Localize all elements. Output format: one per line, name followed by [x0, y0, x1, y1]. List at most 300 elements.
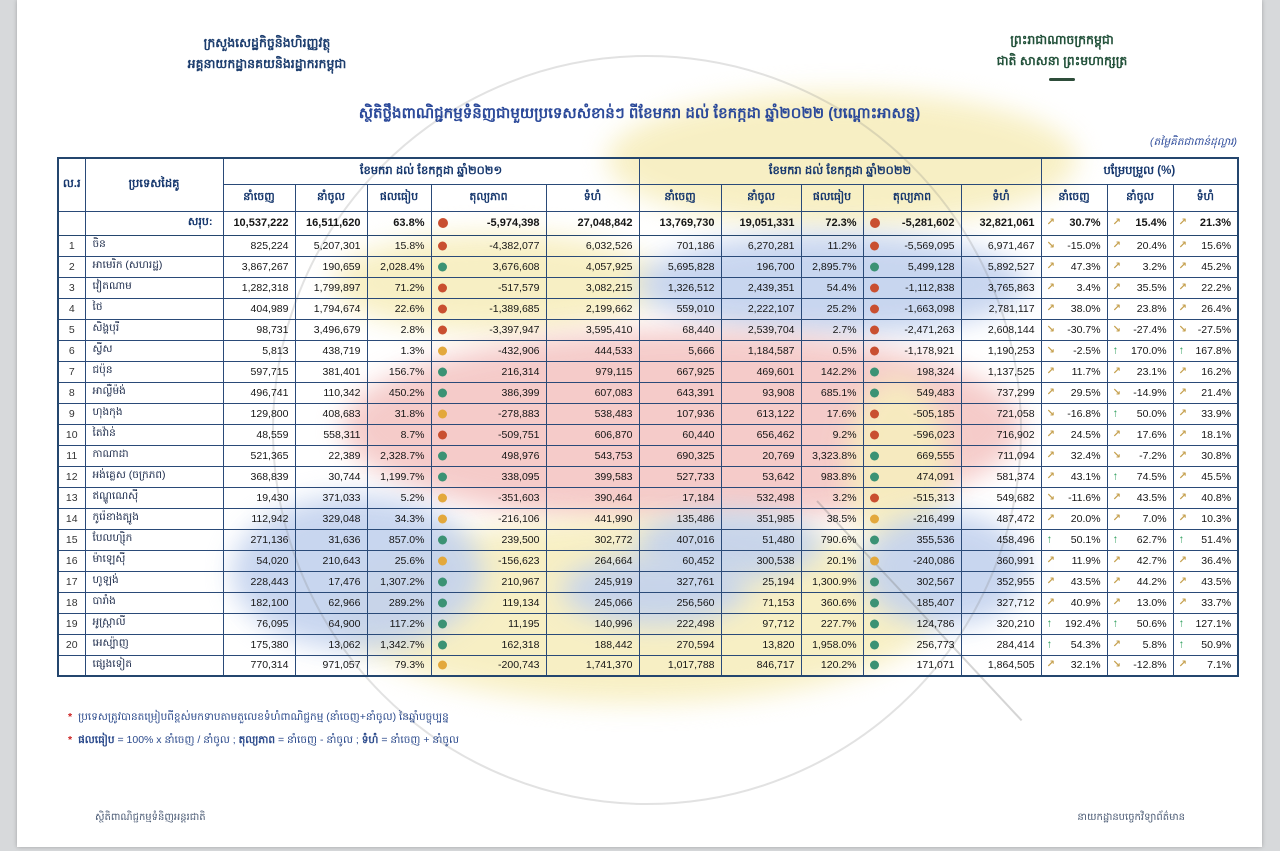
cell-change-volume: [1173, 403, 1238, 424]
cell-export-2022: 135,486: [639, 508, 721, 529]
table-row: [58, 487, 1238, 508]
status-dot-yellow: [438, 556, 447, 565]
cell-export-2022: 643,391: [639, 382, 721, 403]
trend-up-icon: ↑: [1112, 344, 1119, 356]
cell-balance-2021: [431, 613, 546, 634]
status-dot-green: [438, 367, 447, 376]
cell-import-2022: 2,539,704: [721, 319, 801, 340]
cell-balance-2021: [431, 340, 546, 361]
cell-change-volume: [1173, 340, 1238, 361]
table-row: [58, 298, 1238, 319]
cell-export-2021: 496,741: [223, 382, 295, 403]
trend-up-icon: ↗: [1178, 575, 1187, 587]
cell-volume-2022: 581,374: [961, 466, 1041, 487]
cell-ratio-2021: 2.8%: [367, 319, 431, 340]
trend-up-icon: ↑: [1046, 638, 1053, 650]
unit-note: (តម្លៃគិតជាពាន់ដុល្លារ): [1150, 136, 1237, 148]
table-row: [58, 550, 1238, 571]
change-value: 170.0%: [1130, 344, 1167, 357]
cell-ratio-2022: 9.2%: [801, 424, 863, 445]
cell-ratio-2022: 54.4%: [801, 277, 863, 298]
cell-row-number: 1: [58, 235, 85, 256]
change-value: 29.5%: [1070, 386, 1101, 399]
cell-balance-2021: [431, 424, 546, 445]
cell-change-import: [1107, 655, 1173, 676]
table-row: [58, 445, 1238, 466]
cell-export-2022: 270,594: [639, 634, 721, 655]
status-dot-red: [870, 346, 879, 355]
balance-value: -505,185: [913, 407, 955, 420]
balance-value: 498,976: [501, 449, 540, 462]
cell-change-export: [1041, 382, 1107, 403]
cell-country-name: ជប៉ុន: [85, 361, 223, 382]
change-value: 40.9%: [1070, 596, 1101, 609]
balance-value: 216,314: [501, 365, 540, 378]
cell-volume-2021: 444,533: [546, 340, 639, 361]
cell-import-2022: 53,642: [721, 466, 801, 487]
cell-country-name: បែលហ្ស៊ិក: [85, 529, 223, 550]
cell-import-2021: 190,659: [295, 256, 367, 277]
cell-volume-2021: 543,753: [546, 445, 639, 466]
footer-department-label: នាយកដ្ឋានបច្ចេកវិទ្យាព័ត៌មាន: [1077, 812, 1185, 823]
cell-row-number: 17: [58, 571, 85, 592]
balance-value: 549,483: [916, 386, 955, 399]
cell-ratio-2022: 38.5%: [801, 508, 863, 529]
table-row: [58, 340, 1238, 361]
cell-change-export: [1041, 361, 1107, 382]
change-value: -27.5%: [1197, 323, 1232, 336]
status-dot-red: [870, 304, 879, 313]
cell-row-number: [58, 655, 85, 676]
cell-export-2021: 5,813: [223, 340, 295, 361]
change-value: 45.5%: [1201, 470, 1232, 483]
change-value: 43.5%: [1201, 575, 1232, 588]
balance-value: 5,499,128: [907, 260, 955, 273]
cell-change-import: [1107, 361, 1173, 382]
cell-change-export: [1041, 592, 1107, 613]
cell-volume-2021: 441,990: [546, 508, 639, 529]
balance-value: -3,397,947: [489, 323, 540, 336]
cell-ratio-2021: 117.2%: [367, 613, 431, 634]
cell-row-number: 20: [58, 634, 85, 655]
cell-volume-2021: 399,583: [546, 466, 639, 487]
national-motto: [897, 30, 1227, 81]
change-value: 36.4%: [1201, 554, 1232, 567]
change-value: -12.8%: [1133, 659, 1167, 672]
change-value: -2.5%: [1073, 344, 1101, 357]
change-value: 62.7%: [1136, 533, 1167, 546]
cell-ratio-2021: 1,199.7%: [367, 466, 431, 487]
cell-change-volume: [1173, 466, 1238, 487]
trend-up-icon: ↑: [1112, 407, 1119, 419]
balance-value: -517,579: [498, 281, 540, 294]
cell-balance-2022: [863, 487, 961, 508]
trend-up-icon: ↗: [1046, 260, 1055, 272]
trend-up-icon: ↗: [1178, 596, 1187, 608]
cell-ratio-2022: 1,300.9%: [801, 571, 863, 592]
cell-balance-2022: [863, 403, 961, 424]
status-dot-red: [870, 409, 879, 418]
change-value: 11.7%: [1071, 365, 1101, 378]
change-value: 33.7%: [1201, 596, 1232, 609]
trend-up-icon: ↗: [1112, 281, 1121, 293]
trend-down-icon: ↘: [1112, 659, 1121, 671]
balance-value: -5,569,095: [904, 239, 955, 252]
status-dot-green: [870, 577, 879, 586]
cell-ratio-2022: 3.2%: [801, 487, 863, 508]
trend-up-icon: ↗: [1046, 575, 1055, 587]
status-dot-green: [438, 577, 447, 586]
status-dot-red: [870, 430, 879, 439]
change-value: 50.6%: [1136, 617, 1167, 630]
status-dot-green: [870, 661, 879, 670]
change-value: 26.4%: [1201, 302, 1232, 315]
cell-row-number: 10: [58, 424, 85, 445]
cell-balance-2021: [431, 571, 546, 592]
cell-import-2022: 351,985: [721, 508, 801, 529]
cell-change-volume: [1173, 508, 1238, 529]
status-dot-yellow: [438, 409, 447, 418]
balance-value: 256,773: [916, 638, 955, 651]
balance-value: 185,407: [916, 596, 955, 609]
cell-country-name: ម៉ាឡេស៊ី: [85, 550, 223, 571]
cell-ratio-2021: 1.3%: [367, 340, 431, 361]
cell-change-export: [1041, 277, 1107, 298]
col-header-balance-2022: តុល្យភាព: [863, 184, 961, 211]
cell-change-volume: [1173, 613, 1238, 634]
cell-country-name: ហុងកុង: [85, 403, 223, 424]
motto-line1: ព្រះរាជាណាចក្រកម្ពុជា: [1010, 33, 1114, 47]
cell-balance-2021: [431, 550, 546, 571]
cell-export-2021: 770,314: [223, 655, 295, 676]
cell-volume-2021: 27,048,842: [546, 211, 639, 235]
status-dot-green: [870, 388, 879, 397]
cell-ratio-2022: 0.5%: [801, 340, 863, 361]
trend-up-icon: ↗: [1178, 217, 1187, 228]
cell-import-2022: 25,194: [721, 571, 801, 592]
balance-value: -1,389,685: [489, 302, 540, 315]
cell-volume-2021: 264,664: [546, 550, 639, 571]
status-dot-red: [870, 241, 879, 250]
cell-export-2022: 5,666: [639, 340, 721, 361]
change-value: 50.1%: [1070, 533, 1101, 546]
footnote-2-term-balance: តុល្យភាព: [238, 734, 276, 746]
status-dot-red: [870, 493, 879, 502]
trade-statistics-table: [57, 157, 1239, 677]
cell-import-2022: 2,439,351: [721, 277, 801, 298]
change-value: 32.1%: [1070, 659, 1101, 672]
footnote-asterisk: *: [68, 734, 73, 746]
cell-export-2022: 68,440: [639, 319, 721, 340]
cell-volume-2022: 1,864,505: [961, 655, 1041, 676]
cell-export-2021: 3,867,267: [223, 256, 295, 277]
cell-export-2022: 1,326,512: [639, 277, 721, 298]
trend-up-icon: ↗: [1178, 659, 1187, 671]
trend-down-icon: ↘: [1046, 491, 1055, 503]
cell-volume-2021: 390,464: [546, 487, 639, 508]
change-value: 33.9%: [1201, 407, 1232, 420]
status-dot-red: [438, 325, 447, 334]
balance-value: -1,112,838: [905, 281, 955, 294]
cell-import-2021: 110,342: [295, 382, 367, 403]
cell-balance-2022: [863, 382, 961, 403]
trend-up-icon: ↗: [1046, 386, 1055, 398]
cell-export-2021: 228,443: [223, 571, 295, 592]
balance-value: -240,086: [913, 554, 955, 567]
status-dot-yellow: [438, 346, 447, 355]
trend-up-icon: ↗: [1178, 449, 1187, 461]
change-value: 43.5%: [1136, 491, 1167, 504]
cell-change-export: [1041, 256, 1107, 277]
cell-export-2021: 825,224: [223, 235, 295, 256]
change-value: 22.2%: [1201, 281, 1232, 294]
cell-volume-2022: 3,765,863: [961, 277, 1041, 298]
change-value: 3.4%: [1076, 281, 1101, 294]
cell-export-2021: 54,020: [223, 550, 295, 571]
cell-import-2021: 3,496,679: [295, 319, 367, 340]
status-dot-green: [438, 262, 447, 271]
cell-ratio-2022: 2,895.7%: [801, 256, 863, 277]
cell-change-import: [1107, 466, 1173, 487]
cell-change-volume: [1173, 211, 1238, 235]
cell-change-import: [1107, 529, 1173, 550]
trend-up-icon: ↗: [1178, 512, 1187, 524]
trend-up-icon: ↗: [1178, 281, 1187, 293]
change-value: 50.9%: [1201, 638, 1232, 651]
cell-export-2021: 368,839: [223, 466, 295, 487]
cell-import-2022: 2,222,107: [721, 298, 801, 319]
cell-volume-2022: 721,058: [961, 403, 1041, 424]
change-value: 42.7%: [1136, 554, 1167, 567]
cell-change-import: [1107, 382, 1173, 403]
status-dot-green: [438, 598, 447, 607]
cell-volume-2022: 737,299: [961, 382, 1041, 403]
cell-volume-2022: 2,781,117: [961, 298, 1041, 319]
cell-row-number: 18: [58, 592, 85, 613]
cell-change-volume: [1173, 571, 1238, 592]
cell-volume-2022: 284,414: [961, 634, 1041, 655]
cell-ratio-2021: 34.3%: [367, 508, 431, 529]
cell-ratio-2022: 3,323.8%: [801, 445, 863, 466]
table-row: [58, 424, 1238, 445]
footnote-2-text1: = 100% x នាំចេញ / នាំចូល ;: [114, 734, 239, 746]
change-value: 32.4%: [1070, 449, 1101, 462]
cell-balance-2021: [431, 319, 546, 340]
cell-import-2022: 93,908: [721, 382, 801, 403]
col-header-ratio-2022: ផលធៀប: [801, 184, 863, 211]
table-row: [58, 361, 1238, 382]
cell-export-2022: 1,017,788: [639, 655, 721, 676]
change-value: 3.2%: [1142, 260, 1167, 273]
cell-export-2021: 48,559: [223, 424, 295, 445]
cell-export-2021: 112,942: [223, 508, 295, 529]
cell-export-2022: 407,016: [639, 529, 721, 550]
cell-ratio-2021: 79.3%: [367, 655, 431, 676]
balance-value: 474,091: [916, 470, 955, 483]
trend-up-icon: ↗: [1046, 596, 1055, 608]
status-dot-yellow: [438, 514, 447, 523]
col-header-export-2021: នាំចេញ: [223, 184, 295, 211]
cell-change-import: [1107, 487, 1173, 508]
cell-country-name: ហូឡង់: [85, 571, 223, 592]
cell-balance-2022: [863, 571, 961, 592]
cell-volume-2021: 245,919: [546, 571, 639, 592]
cell-balance-2021: [431, 235, 546, 256]
trend-up-icon: ↗: [1046, 365, 1055, 377]
cell-change-export: [1041, 445, 1107, 466]
cell-ratio-2021: 857.0%: [367, 529, 431, 550]
balance-value: 338,095: [501, 470, 540, 483]
change-value: 43.5%: [1070, 575, 1101, 588]
balance-value: 124,786: [916, 617, 955, 630]
cell-export-2021: 521,365: [223, 445, 295, 466]
balance-value: -351,603: [498, 491, 540, 504]
trend-up-icon: ↗: [1178, 260, 1187, 272]
cell-ratio-2022: 360.6%: [801, 592, 863, 613]
cell-change-export: [1041, 340, 1107, 361]
group-header-2022: ខែមករា ដល់ ខែកក្កដា ឆ្នាំ២០២២: [639, 158, 1041, 184]
cell-change-export: [1041, 655, 1107, 676]
cell-change-import: [1107, 235, 1173, 256]
table-body: [58, 211, 1238, 676]
cell-row-number: 6: [58, 340, 85, 361]
change-value: -27.4%: [1133, 323, 1167, 336]
cell-balance-2021: [431, 211, 546, 235]
trend-up-icon: ↗: [1112, 491, 1121, 503]
cell-volume-2022: 360,991: [961, 550, 1041, 571]
cell-import-2021: 438,719: [295, 340, 367, 361]
footnotes: [68, 706, 459, 752]
balance-value: -509,751: [498, 428, 540, 441]
cell-change-export: [1041, 235, 1107, 256]
change-value: 21.4%: [1201, 386, 1232, 399]
table-row: [58, 571, 1238, 592]
status-dot-green: [438, 472, 447, 481]
cell-ratio-2021: 1,342.7%: [367, 634, 431, 655]
cell-ratio-2021: 289.2%: [367, 592, 431, 613]
cell-ratio-2021: 2,328.7%: [367, 445, 431, 466]
col-header-country: ប្រទេសដៃគូ: [85, 158, 223, 211]
cell-import-2021: 31,636: [295, 529, 367, 550]
status-dot-red: [438, 283, 447, 292]
cell-country-name: ផ្សេងទៀត: [85, 655, 223, 676]
change-value: 20.0%: [1070, 512, 1101, 525]
cell-export-2022: 60,440: [639, 424, 721, 445]
cell-volume-2021: 538,483: [546, 403, 639, 424]
cell-balance-2022: [863, 277, 961, 298]
table-row: [58, 403, 1238, 424]
trend-up-icon: ↗: [1046, 217, 1055, 228]
cell-change-import: [1107, 403, 1173, 424]
col-header-import-2021: នាំចូល: [295, 184, 367, 211]
cell-ratio-2022: 790.6%: [801, 529, 863, 550]
cell-change-export: [1041, 613, 1107, 634]
cell-country-name: ស្វីស: [85, 340, 223, 361]
trend-up-icon: ↗: [1112, 302, 1121, 314]
cell-country-name: សិង្ហបុរី: [85, 319, 223, 340]
footnote-2: [68, 729, 459, 752]
footnote-asterisk: *: [68, 711, 73, 723]
cell-ratio-2021: 5.2%: [367, 487, 431, 508]
cell-country-name: ថៃ: [85, 298, 223, 319]
cell-change-export: [1041, 424, 1107, 445]
cell-ratio-2022: 20.1%: [801, 550, 863, 571]
cell-row-number: 14: [58, 508, 85, 529]
cell-volume-2022: 458,496: [961, 529, 1041, 550]
cell-change-volume: [1173, 529, 1238, 550]
cell-export-2022: 559,010: [639, 298, 721, 319]
status-dot-red: [870, 325, 879, 334]
cell-volume-2021: 302,772: [546, 529, 639, 550]
cell-import-2021: 329,048: [295, 508, 367, 529]
cell-balance-2022: [863, 529, 961, 550]
table-row: [58, 592, 1238, 613]
cell-balance-2022: [863, 298, 961, 319]
status-dot-green: [438, 388, 447, 397]
cell-change-import: [1107, 508, 1173, 529]
trend-down-icon: ↘: [1046, 344, 1055, 356]
balance-value: 355,536: [916, 533, 955, 546]
cell-import-2021: 1,799,897: [295, 277, 367, 298]
trend-up-icon: ↗: [1112, 217, 1121, 228]
group-header-2021: ខែមករា ដល់ ខែកក្កដា ឆ្នាំ២០២១: [223, 158, 639, 184]
status-dot-yellow: [438, 661, 447, 670]
trend-up-icon: ↗: [1178, 554, 1187, 566]
change-value: -30.7%: [1067, 323, 1101, 336]
cell-country-name: ឥណ្ឌូណេស៊ី: [85, 487, 223, 508]
cell-ratio-2022: 120.2%: [801, 655, 863, 676]
change-value: 5.8%: [1142, 638, 1167, 651]
footnote-2-term-volume: ទំហំ: [361, 734, 379, 746]
change-value: 192.4%: [1064, 617, 1101, 630]
status-dot-red: [438, 218, 448, 228]
cell-balance-2022: [863, 508, 961, 529]
status-dot-green: [870, 451, 879, 460]
cell-change-export: [1041, 571, 1107, 592]
cell-volume-2022: 320,210: [961, 613, 1041, 634]
cell-country-name: សរុប:: [85, 211, 223, 235]
cell-country-name: អាល្លឺម៉ង់: [85, 382, 223, 403]
cell-row-number: 13: [58, 487, 85, 508]
cell-change-import: [1107, 634, 1173, 655]
trend-up-icon: ↑: [1046, 533, 1053, 545]
cell-ratio-2022: 25.2%: [801, 298, 863, 319]
cell-balance-2022: [863, 211, 961, 235]
cell-row-number: 5: [58, 319, 85, 340]
cell-export-2021: 182,100: [223, 592, 295, 613]
balance-value: -5,281,602: [901, 217, 955, 229]
cell-change-volume: [1173, 319, 1238, 340]
trend-up-icon: ↑: [1178, 533, 1185, 545]
cell-change-import: [1107, 277, 1173, 298]
balance-value: -216,499: [913, 512, 955, 525]
cell-volume-2022: 487,472: [961, 508, 1041, 529]
col-header-no: ល.រ: [58, 158, 85, 211]
cell-country-name: អេស្ប៉ាញ: [85, 634, 223, 655]
cell-row-number: 19: [58, 613, 85, 634]
cell-ratio-2022: 72.3%: [801, 211, 863, 235]
cell-export-2022: 17,184: [639, 487, 721, 508]
cell-change-import: [1107, 613, 1173, 634]
change-value: 45.2%: [1201, 260, 1232, 273]
change-value: -16.8%: [1067, 407, 1101, 420]
motto-divider: [1049, 78, 1075, 81]
balance-value: 198,324: [916, 365, 955, 378]
cell-change-export: [1041, 319, 1107, 340]
trend-up-icon: ↗: [1046, 449, 1055, 461]
cell-export-2022: 256,560: [639, 592, 721, 613]
cell-export-2021: 19,430: [223, 487, 295, 508]
